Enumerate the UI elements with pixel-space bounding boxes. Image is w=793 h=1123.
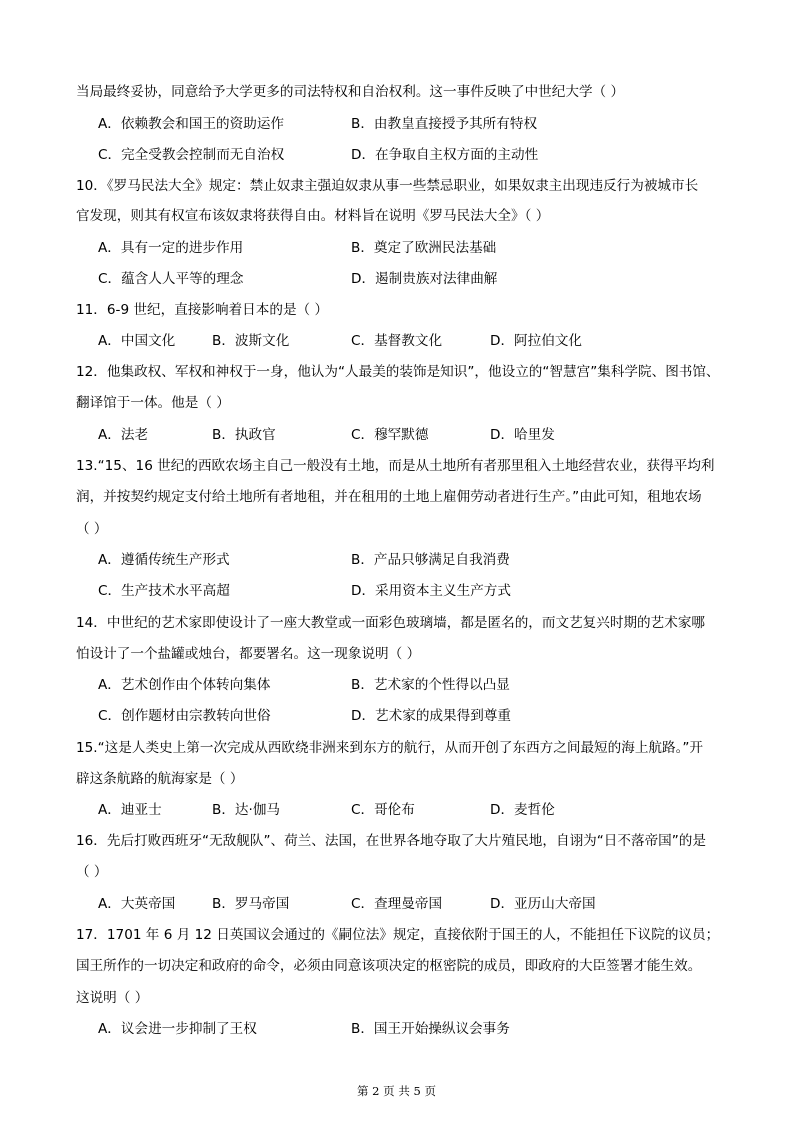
q13-stem-line1: 13.“15、16 世纪的西欧农场主自己一般没有土地，而是从土地所有者那里租入土地经营农业，获得平均利 [76, 458, 715, 474]
q16-option-b: B．罗马帝国 [212, 896, 290, 912]
q9-option-b: B．由教皇直接授予其所有特权 [351, 116, 538, 132]
q17-stem-line2: 国王所作的一切决定和政府的命令，必须由同意该项决定的枢密院的成员，即政府的大臣签署才能生效。 [76, 958, 702, 974]
q12-option-a: A．法老 [98, 427, 149, 443]
q13-option-c: C．生产技术水平高超 [98, 583, 230, 599]
q14-option-d: D．艺术家的成果得到尊重 [351, 708, 511, 724]
q13-stem-line2: 润，并按契约规定支付给土地所有者地租，并在租用的土地上雇佣劳动者进行生产。”由此可知，租地农场 [76, 489, 702, 505]
q17-option-b: B．国王开始操纵议会事务 [351, 1021, 510, 1037]
q13-stem-line3: （ ） [76, 521, 108, 537]
q12-option-d: D．哈里发 [490, 427, 555, 443]
q15-option-b: B．达·伽马 [212, 802, 281, 818]
q10-stem-line1: 10．《罗马民法大全》规定：禁止奴隶主强迫奴隶从事一些禁忌职业，如果奴隶主出现违反行为被城市长 [76, 178, 699, 194]
q17-stem-line1: 17．1701 年 6 月 12 日英国议会通过的《嗣位法》规定，直接依附于国王的人，不能担任下议院的议员； [76, 927, 720, 943]
q9-option-c: C．完全受教会控制而无自治权 [98, 147, 285, 163]
q14-option-b: B．艺术家的个性得以凸显 [351, 677, 510, 693]
q9-option-d: D．在争取自主权方面的主动性 [351, 147, 539, 163]
q14-option-c: C．创作题材由宗教转向世俗 [98, 708, 271, 724]
q16-option-c: C．查理曼帝国 [351, 896, 443, 912]
q16-stem-line2: （ ） [76, 864, 108, 880]
q12-stem-line2: 翻译馆于一体。他是（ ） [76, 395, 230, 411]
q14-option-a: A．艺术创作由个体转向集体 [98, 677, 271, 693]
q15-option-a: A．迪亚士 [98, 802, 162, 818]
q16-option-d: D．亚历山大帝国 [490, 896, 596, 912]
q14-stem-line2: 怕设计了一个盐罐或烛台，都要署名。这一现象说明（ ） [76, 646, 421, 662]
q12-option-b: B．执政官 [212, 427, 276, 443]
q13-option-d: D．采用资本主义生产方式 [351, 583, 511, 599]
q12-option-c: C．穆罕默德 [351, 427, 429, 443]
q10-stem-line2: 官发现，则其有权宣布该奴隶将获得自由。材料旨在说明《罗马民法大全》（ ） [76, 208, 550, 224]
q16-option-a: A．大英帝国 [98, 896, 176, 912]
page-number-footer: 第 2 页 共 5 页 [357, 1084, 436, 1098]
q9-stem-continuation: 当局最终妥协，同意给予大学更多的司法特权和自治权利。这一事件反映了中世纪大学（ ） [76, 84, 625, 100]
q17-stem-line3: 这说明（ ） [76, 990, 149, 1006]
q15-stem-line1: 15.“这是人类史上第一次完成从西欧绕非洲来到东方的航行，从而开创了东西方之间最短的海上航路。”开 [76, 740, 704, 756]
q10-option-a: A．具有一定的进步作用 [98, 240, 244, 256]
q11-option-b: B．波斯文化 [212, 333, 290, 349]
q14-stem-line1: 14．中世纪的艺术家即使设计了一座大教堂或一面彩色玻璃墙，都是匿名的，而文艺复兴时期的艺术家哪 [76, 615, 706, 631]
q12-stem-line1: 12．他集政权、军权和神权于一身，他认为“人最美的装饰是知识”，他设立的“智慧宫”集科学院、图书馆、 [76, 364, 720, 380]
q17-option-a: A．议会进一步抑制了王权 [98, 1021, 257, 1037]
q10-option-d: D．遏制贵族对法律曲解 [351, 271, 498, 287]
q15-option-c: C．哥伦布 [351, 802, 415, 818]
q10-option-c: C．蕴含人人平等的理念 [98, 271, 244, 287]
q10-option-b: B．奠定了欧洲民法基础 [351, 240, 497, 256]
q15-stem-line2: 辟这条航路的航海家是（ ） [76, 771, 244, 787]
q13-option-b: B．产品只够满足自我消费 [351, 552, 510, 568]
q11-option-c: C．基督教文化 [351, 333, 443, 349]
q11-stem: 11．6-9 世纪，直接影响着日本的是（ ） [76, 302, 329, 318]
q9-option-a: A．依赖教会和国王的资助运作 [98, 116, 285, 132]
q11-option-a: A．中国文化 [98, 333, 176, 349]
q11-option-d: D．阿拉伯文化 [490, 333, 583, 349]
q16-stem-line1: 16．先后打败西班牙“无敌舰队”、荷兰、法国，在世界各地夺取了大片殖民地，自诩为“日不落帝国”的是 [76, 833, 706, 849]
q13-option-a: A．遵循传统生产形式 [98, 552, 230, 568]
q15-option-d: D．麦哲伦 [490, 802, 555, 818]
